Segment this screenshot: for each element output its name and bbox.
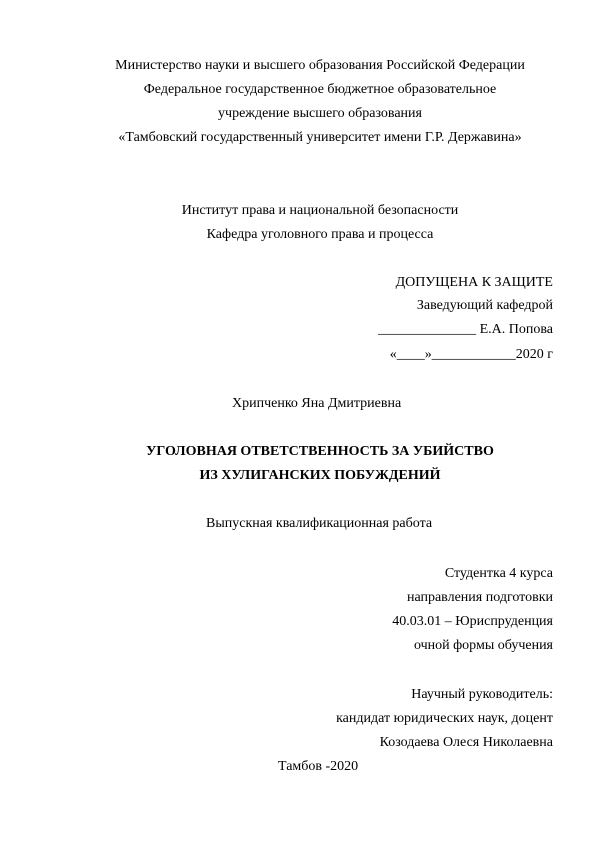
student-direction-label: направления подготовки: [406, 590, 553, 605]
student-study-form: очной формы обучения: [413, 638, 553, 653]
supervisor-label: Научный руководитель:: [411, 687, 553, 702]
university-name: «Тамбовский государственный университет имени Г.Р. Державина»: [118, 130, 522, 145]
city-year: Тамбов -2020: [278, 759, 359, 774]
approval-signature: ______________ Е.А. Попова: [378, 322, 553, 337]
approval-title: ДОПУЩЕНА К ЗАЩИТЕ: [395, 275, 553, 290]
student-course: Студентка 4 курса: [444, 566, 553, 581]
institution-level-line: учреждение высшего образования: [218, 106, 422, 121]
work-title-line2: ИЗ ХУЛИГАНСКИХ ПОБУЖДЕНИЙ: [199, 468, 441, 483]
ministry-line: Министерство науки и высшего образования Российской Федерации: [115, 58, 525, 73]
author-name: Хрипченко Яна Дмитриевна: [232, 396, 402, 411]
approval-role: Заведующий кафедрой: [416, 298, 553, 313]
institution-type-line: Федеральное государственное бюджетное образовательное: [143, 82, 497, 97]
student-specialty: 40.03.01 – Юриспруденция: [392, 614, 553, 629]
work-title-line1: УГОЛОВНАЯ ОТВЕТСТВЕННОСТЬ ЗА УБИЙСТВО: [146, 444, 494, 459]
department-name: Кафедра уголовного права и процесса: [206, 227, 434, 242]
supervisor-degree: кандидат юридических наук, доцент: [336, 711, 553, 726]
work-type: Выпускная квалификационная работа: [206, 516, 433, 531]
approval-date: «____»____________2020 г: [389, 347, 553, 362]
institute-name: Институт права и национальной безопасности: [181, 203, 459, 218]
supervisor-name: Козодаева Олеся Николаевна: [379, 735, 553, 750]
